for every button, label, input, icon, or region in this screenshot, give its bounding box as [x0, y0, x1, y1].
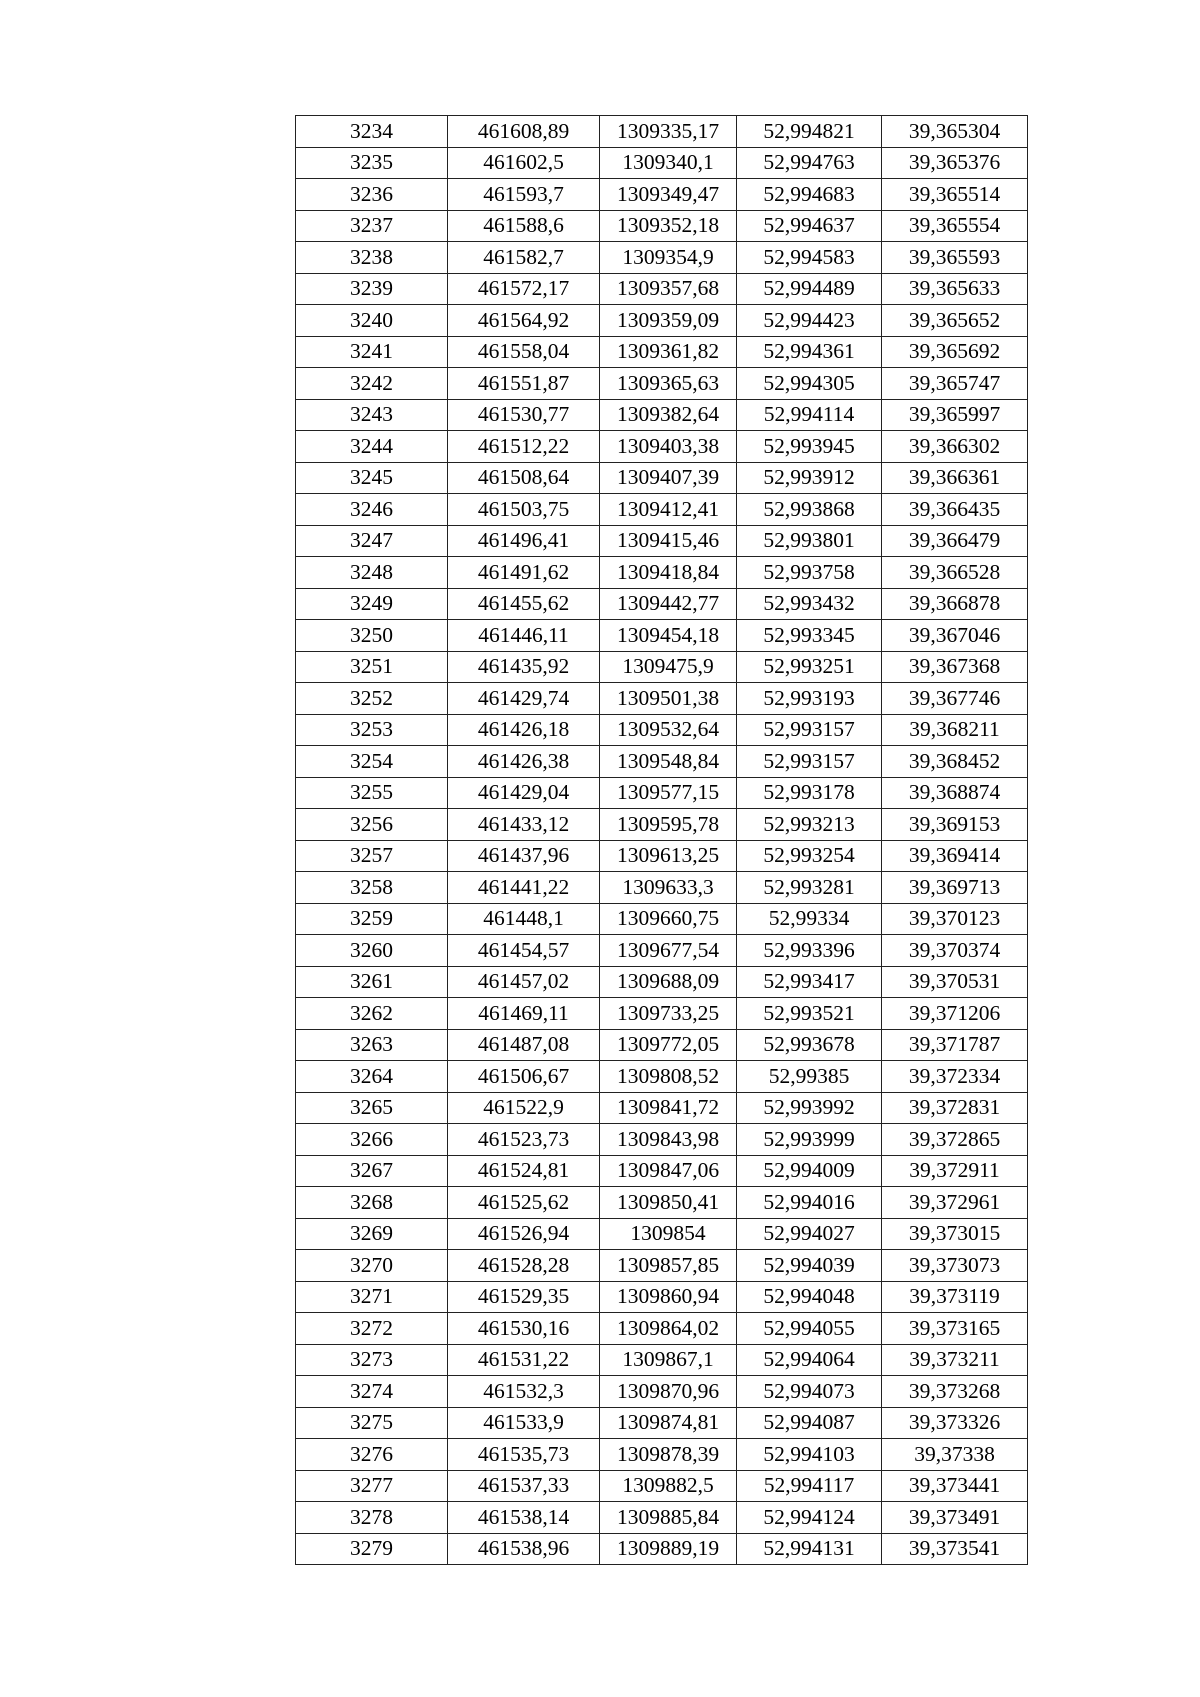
coordinates-table-body	[296, 116, 1028, 1565]
latitude-cell: 52,994016	[737, 1187, 882, 1219]
latitude-cell: 52,99334	[737, 903, 882, 935]
point-number-cell: 3241	[296, 336, 448, 368]
point-number-cell: 3279	[296, 1533, 448, 1565]
y-coordinate-cell: 1309677,54	[600, 935, 737, 967]
y-coordinate-cell: 1309841,72	[600, 1092, 737, 1124]
point-number-cell: 3242	[296, 368, 448, 400]
table-row	[296, 966, 1028, 998]
latitude-cell: 52,993345	[737, 620, 882, 652]
latitude-cell: 52,993521	[737, 998, 882, 1030]
longitude-cell: 39,371787	[882, 1029, 1028, 1061]
y-coordinate-cell: 1309340,1	[600, 147, 737, 179]
latitude-cell: 52,994114	[737, 399, 882, 431]
point-number-cell: 3248	[296, 557, 448, 589]
point-number-cell: 3275	[296, 1407, 448, 1439]
y-coordinate-cell: 1309772,05	[600, 1029, 737, 1061]
longitude-cell: 39,371206	[882, 998, 1028, 1030]
x-coordinate-cell: 461525,62	[448, 1187, 600, 1219]
latitude-cell: 52,993432	[737, 588, 882, 620]
latitude-cell: 52,993251	[737, 651, 882, 683]
longitude-cell: 39,365997	[882, 399, 1028, 431]
latitude-cell: 52,993157	[737, 746, 882, 778]
latitude-cell: 52,994489	[737, 273, 882, 305]
longitude-cell: 39,365652	[882, 305, 1028, 337]
y-coordinate-cell: 1309870,96	[600, 1376, 737, 1408]
point-number-cell: 3273	[296, 1344, 448, 1376]
longitude-cell: 39,373165	[882, 1313, 1028, 1345]
x-coordinate-cell: 461441,22	[448, 872, 600, 904]
longitude-cell: 39,369153	[882, 809, 1028, 841]
point-number-cell: 3234	[296, 116, 448, 148]
x-coordinate-cell: 461528,28	[448, 1250, 600, 1282]
table-row	[296, 179, 1028, 211]
x-coordinate-cell: 461429,74	[448, 683, 600, 715]
x-coordinate-cell: 461491,62	[448, 557, 600, 589]
latitude-cell: 52,994583	[737, 242, 882, 274]
x-coordinate-cell: 461426,38	[448, 746, 600, 778]
longitude-cell: 39,366878	[882, 588, 1028, 620]
table-row	[296, 273, 1028, 305]
longitude-cell: 39,366479	[882, 525, 1028, 557]
point-number-cell: 3235	[296, 147, 448, 179]
table-row	[296, 777, 1028, 809]
coordinates-table	[295, 115, 1028, 1565]
table-row	[296, 557, 1028, 589]
x-coordinate-cell: 461530,16	[448, 1313, 600, 1345]
y-coordinate-cell: 1309850,41	[600, 1187, 737, 1219]
x-coordinate-cell: 461522,9	[448, 1092, 600, 1124]
x-coordinate-cell: 461454,57	[448, 935, 600, 967]
longitude-cell: 39,368452	[882, 746, 1028, 778]
x-coordinate-cell: 461538,96	[448, 1533, 600, 1565]
point-number-cell: 3260	[296, 935, 448, 967]
longitude-cell: 39,372334	[882, 1061, 1028, 1093]
point-number-cell: 3236	[296, 179, 448, 211]
x-coordinate-cell: 461593,7	[448, 179, 600, 211]
point-number-cell: 3237	[296, 210, 448, 242]
latitude-cell: 52,994124	[737, 1502, 882, 1534]
y-coordinate-cell: 1309847,06	[600, 1155, 737, 1187]
y-coordinate-cell: 1309335,17	[600, 116, 737, 148]
latitude-cell: 52,994763	[737, 147, 882, 179]
point-number-cell: 3268	[296, 1187, 448, 1219]
x-coordinate-cell: 461602,5	[448, 147, 600, 179]
y-coordinate-cell: 1309412,41	[600, 494, 737, 526]
y-coordinate-cell: 1309361,82	[600, 336, 737, 368]
longitude-cell: 39,373015	[882, 1218, 1028, 1250]
longitude-cell: 39,368874	[882, 777, 1028, 809]
y-coordinate-cell: 1309415,46	[600, 525, 737, 557]
latitude-cell: 52,994103	[737, 1439, 882, 1471]
y-coordinate-cell: 1309860,94	[600, 1281, 737, 1313]
table-row	[296, 683, 1028, 715]
longitude-cell: 39,373268	[882, 1376, 1028, 1408]
table-row	[296, 1187, 1028, 1219]
y-coordinate-cell: 1309418,84	[600, 557, 737, 589]
x-coordinate-cell: 461608,89	[448, 116, 600, 148]
y-coordinate-cell: 1309854	[600, 1218, 737, 1250]
x-coordinate-cell: 461535,73	[448, 1439, 600, 1471]
x-coordinate-cell: 461530,77	[448, 399, 600, 431]
latitude-cell: 52,994039	[737, 1250, 882, 1282]
y-coordinate-cell: 1309475,9	[600, 651, 737, 683]
point-number-cell: 3250	[296, 620, 448, 652]
latitude-cell: 52,993945	[737, 431, 882, 463]
y-coordinate-cell: 1309548,84	[600, 746, 737, 778]
y-coordinate-cell: 1309688,09	[600, 966, 737, 998]
table-row	[296, 525, 1028, 557]
y-coordinate-cell: 1309595,78	[600, 809, 737, 841]
point-number-cell: 3252	[296, 683, 448, 715]
latitude-cell: 52,993417	[737, 966, 882, 998]
x-coordinate-cell: 461446,11	[448, 620, 600, 652]
x-coordinate-cell: 461503,75	[448, 494, 600, 526]
latitude-cell: 52,993178	[737, 777, 882, 809]
x-coordinate-cell: 461457,02	[448, 966, 600, 998]
y-coordinate-cell: 1309660,75	[600, 903, 737, 935]
point-number-cell: 3243	[296, 399, 448, 431]
longitude-cell: 39,365692	[882, 336, 1028, 368]
point-number-cell: 3247	[296, 525, 448, 557]
longitude-cell: 39,368211	[882, 714, 1028, 746]
y-coordinate-cell: 1309889,19	[600, 1533, 737, 1565]
x-coordinate-cell: 461437,96	[448, 840, 600, 872]
table-row	[296, 651, 1028, 683]
table-row	[296, 1344, 1028, 1376]
x-coordinate-cell: 461487,08	[448, 1029, 600, 1061]
latitude-cell: 52,993992	[737, 1092, 882, 1124]
point-number-cell: 3263	[296, 1029, 448, 1061]
y-coordinate-cell: 1309532,64	[600, 714, 737, 746]
latitude-cell: 52,993912	[737, 462, 882, 494]
table-row	[296, 242, 1028, 274]
x-coordinate-cell: 461572,17	[448, 273, 600, 305]
point-number-cell: 3267	[296, 1155, 448, 1187]
longitude-cell: 39,369414	[882, 840, 1028, 872]
point-number-cell: 3253	[296, 714, 448, 746]
point-number-cell: 3265	[296, 1092, 448, 1124]
latitude-cell: 52,993678	[737, 1029, 882, 1061]
point-number-cell: 3277	[296, 1470, 448, 1502]
latitude-cell: 52,994048	[737, 1281, 882, 1313]
point-number-cell: 3269	[296, 1218, 448, 1250]
point-number-cell: 3254	[296, 746, 448, 778]
x-coordinate-cell: 461551,87	[448, 368, 600, 400]
longitude-cell: 39,367046	[882, 620, 1028, 652]
table-row	[296, 903, 1028, 935]
table-row	[296, 368, 1028, 400]
point-number-cell: 3240	[296, 305, 448, 337]
latitude-cell: 52,993213	[737, 809, 882, 841]
latitude-cell: 52,993193	[737, 683, 882, 715]
latitude-cell: 52,994683	[737, 179, 882, 211]
longitude-cell: 39,366361	[882, 462, 1028, 494]
table-row	[296, 116, 1028, 148]
longitude-cell: 39,372961	[882, 1187, 1028, 1219]
y-coordinate-cell: 1309442,77	[600, 588, 737, 620]
table-row	[296, 494, 1028, 526]
longitude-cell: 39,373441	[882, 1470, 1028, 1502]
y-coordinate-cell: 1309349,47	[600, 179, 737, 211]
longitude-cell: 39,373491	[882, 1502, 1028, 1534]
table-row	[296, 305, 1028, 337]
latitude-cell: 52,994055	[737, 1313, 882, 1345]
table-row	[296, 935, 1028, 967]
latitude-cell: 52,994821	[737, 116, 882, 148]
point-number-cell: 3278	[296, 1502, 448, 1534]
longitude-cell: 39,370374	[882, 935, 1028, 967]
point-number-cell: 3239	[296, 273, 448, 305]
table-row	[296, 588, 1028, 620]
x-coordinate-cell: 461558,04	[448, 336, 600, 368]
x-coordinate-cell: 461455,62	[448, 588, 600, 620]
point-number-cell: 3249	[296, 588, 448, 620]
table-row	[296, 1407, 1028, 1439]
table-row	[296, 1281, 1028, 1313]
y-coordinate-cell: 1309885,84	[600, 1502, 737, 1534]
y-coordinate-cell: 1309882,5	[600, 1470, 737, 1502]
latitude-cell: 52,994637	[737, 210, 882, 242]
latitude-cell: 52,993801	[737, 525, 882, 557]
y-coordinate-cell: 1309403,38	[600, 431, 737, 463]
x-coordinate-cell: 461435,92	[448, 651, 600, 683]
table-row	[296, 1029, 1028, 1061]
x-coordinate-cell: 461469,11	[448, 998, 600, 1030]
y-coordinate-cell: 1309365,63	[600, 368, 737, 400]
x-coordinate-cell: 461532,3	[448, 1376, 600, 1408]
table-row	[296, 1250, 1028, 1282]
y-coordinate-cell: 1309867,1	[600, 1344, 737, 1376]
latitude-cell: 52,994305	[737, 368, 882, 400]
latitude-cell: 52,993396	[737, 935, 882, 967]
x-coordinate-cell: 461448,1	[448, 903, 600, 935]
latitude-cell: 52,993868	[737, 494, 882, 526]
latitude-cell: 52,993999	[737, 1124, 882, 1156]
latitude-cell: 52,994087	[737, 1407, 882, 1439]
longitude-cell: 39,365747	[882, 368, 1028, 400]
table-row	[296, 872, 1028, 904]
point-number-cell: 3256	[296, 809, 448, 841]
y-coordinate-cell: 1309407,39	[600, 462, 737, 494]
latitude-cell: 52,993254	[737, 840, 882, 872]
longitude-cell: 39,365633	[882, 273, 1028, 305]
latitude-cell: 52,993281	[737, 872, 882, 904]
y-coordinate-cell: 1309577,15	[600, 777, 737, 809]
x-coordinate-cell: 461524,81	[448, 1155, 600, 1187]
y-coordinate-cell: 1309874,81	[600, 1407, 737, 1439]
latitude-cell: 52,994117	[737, 1470, 882, 1502]
latitude-cell: 52,993157	[737, 714, 882, 746]
point-number-cell: 3255	[296, 777, 448, 809]
point-number-cell: 3238	[296, 242, 448, 274]
y-coordinate-cell: 1309354,9	[600, 242, 737, 274]
table-row	[296, 1470, 1028, 1502]
latitude-cell: 52,994073	[737, 1376, 882, 1408]
point-number-cell: 3261	[296, 966, 448, 998]
longitude-cell: 39,37338	[882, 1439, 1028, 1471]
table-row	[296, 620, 1028, 652]
longitude-cell: 39,365304	[882, 116, 1028, 148]
x-coordinate-cell: 461582,7	[448, 242, 600, 274]
point-number-cell: 3259	[296, 903, 448, 935]
longitude-cell: 39,366528	[882, 557, 1028, 589]
y-coordinate-cell: 1309808,52	[600, 1061, 737, 1093]
table-row	[296, 431, 1028, 463]
point-number-cell: 3251	[296, 651, 448, 683]
x-coordinate-cell: 461531,22	[448, 1344, 600, 1376]
point-number-cell: 3266	[296, 1124, 448, 1156]
x-coordinate-cell: 461496,41	[448, 525, 600, 557]
table-row	[296, 399, 1028, 431]
x-coordinate-cell: 461508,64	[448, 462, 600, 494]
y-coordinate-cell: 1309613,25	[600, 840, 737, 872]
y-coordinate-cell: 1309454,18	[600, 620, 737, 652]
point-number-cell: 3257	[296, 840, 448, 872]
latitude-cell: 52,994064	[737, 1344, 882, 1376]
y-coordinate-cell: 1309501,38	[600, 683, 737, 715]
longitude-cell: 39,372865	[882, 1124, 1028, 1156]
latitude-cell: 52,994131	[737, 1533, 882, 1565]
point-number-cell: 3244	[296, 431, 448, 463]
point-number-cell: 3264	[296, 1061, 448, 1093]
point-number-cell: 3246	[296, 494, 448, 526]
x-coordinate-cell: 461588,6	[448, 210, 600, 242]
y-coordinate-cell: 1309857,85	[600, 1250, 737, 1282]
table-row	[296, 1502, 1028, 1534]
point-number-cell: 3258	[296, 872, 448, 904]
longitude-cell: 39,373541	[882, 1533, 1028, 1565]
point-number-cell: 3274	[296, 1376, 448, 1408]
table-row	[296, 1092, 1028, 1124]
longitude-cell: 39,365514	[882, 179, 1028, 211]
x-coordinate-cell: 461433,12	[448, 809, 600, 841]
longitude-cell: 39,372831	[882, 1092, 1028, 1124]
x-coordinate-cell: 461512,22	[448, 431, 600, 463]
x-coordinate-cell: 461533,9	[448, 1407, 600, 1439]
y-coordinate-cell: 1309878,39	[600, 1439, 737, 1471]
table-row	[296, 1061, 1028, 1093]
longitude-cell: 39,366435	[882, 494, 1028, 526]
table-row	[296, 1439, 1028, 1471]
table-row	[296, 809, 1028, 841]
table-row	[296, 746, 1028, 778]
table-row	[296, 210, 1028, 242]
x-coordinate-cell: 461506,67	[448, 1061, 600, 1093]
point-number-cell: 3276	[296, 1439, 448, 1471]
latitude-cell: 52,994027	[737, 1218, 882, 1250]
y-coordinate-cell: 1309733,25	[600, 998, 737, 1030]
x-coordinate-cell: 461564,92	[448, 305, 600, 337]
table-row	[296, 1124, 1028, 1156]
longitude-cell: 39,365554	[882, 210, 1028, 242]
point-number-cell: 3272	[296, 1313, 448, 1345]
x-coordinate-cell: 461529,35	[448, 1281, 600, 1313]
x-coordinate-cell: 461538,14	[448, 1502, 600, 1534]
longitude-cell: 39,367746	[882, 683, 1028, 715]
x-coordinate-cell: 461426,18	[448, 714, 600, 746]
table-row	[296, 714, 1028, 746]
x-coordinate-cell: 461537,33	[448, 1470, 600, 1502]
table-row	[296, 1218, 1028, 1250]
longitude-cell: 39,367368	[882, 651, 1028, 683]
longitude-cell: 39,365593	[882, 242, 1028, 274]
longitude-cell: 39,373119	[882, 1281, 1028, 1313]
x-coordinate-cell: 461526,94	[448, 1218, 600, 1250]
table-row	[296, 1376, 1028, 1408]
y-coordinate-cell: 1309843,98	[600, 1124, 737, 1156]
point-number-cell: 3262	[296, 998, 448, 1030]
table-row	[296, 336, 1028, 368]
longitude-cell: 39,373073	[882, 1250, 1028, 1282]
y-coordinate-cell: 1309352,18	[600, 210, 737, 242]
table-row	[296, 1313, 1028, 1345]
latitude-cell: 52,994361	[737, 336, 882, 368]
table-row	[296, 1533, 1028, 1565]
x-coordinate-cell: 461523,73	[448, 1124, 600, 1156]
point-number-cell: 3270	[296, 1250, 448, 1282]
table-row	[296, 147, 1028, 179]
table-row	[296, 840, 1028, 872]
y-coordinate-cell: 1309357,68	[600, 273, 737, 305]
y-coordinate-cell: 1309382,64	[600, 399, 737, 431]
y-coordinate-cell: 1309864,02	[600, 1313, 737, 1345]
longitude-cell: 39,373211	[882, 1344, 1028, 1376]
longitude-cell: 39,372911	[882, 1155, 1028, 1187]
latitude-cell: 52,994423	[737, 305, 882, 337]
longitude-cell: 39,369713	[882, 872, 1028, 904]
longitude-cell: 39,370123	[882, 903, 1028, 935]
point-number-cell: 3245	[296, 462, 448, 494]
latitude-cell: 52,994009	[737, 1155, 882, 1187]
longitude-cell: 39,366302	[882, 431, 1028, 463]
y-coordinate-cell: 1309359,09	[600, 305, 737, 337]
longitude-cell: 39,365376	[882, 147, 1028, 179]
x-coordinate-cell: 461429,04	[448, 777, 600, 809]
table-row	[296, 462, 1028, 494]
longitude-cell: 39,373326	[882, 1407, 1028, 1439]
longitude-cell: 39,370531	[882, 966, 1028, 998]
table-row	[296, 998, 1028, 1030]
y-coordinate-cell: 1309633,3	[600, 872, 737, 904]
table-row	[296, 1155, 1028, 1187]
latitude-cell: 52,99385	[737, 1061, 882, 1093]
latitude-cell: 52,993758	[737, 557, 882, 589]
point-number-cell: 3271	[296, 1281, 448, 1313]
